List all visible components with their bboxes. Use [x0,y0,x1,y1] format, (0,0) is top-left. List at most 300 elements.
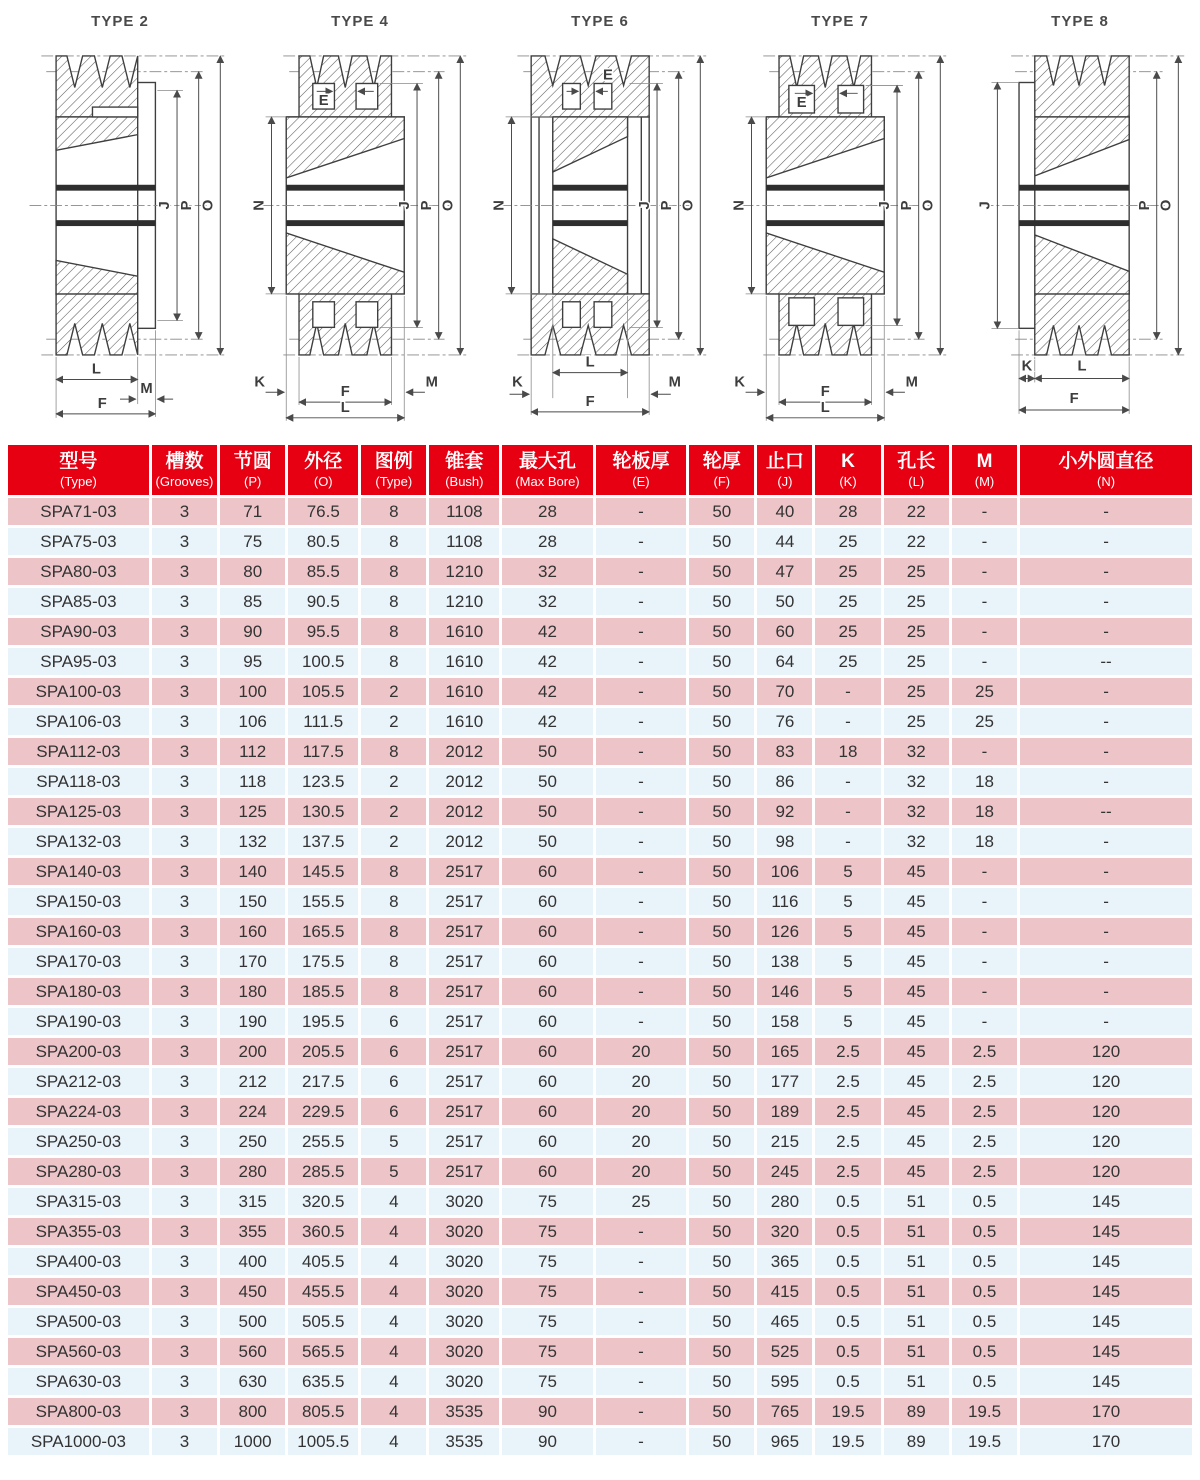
column-header-zh: K [841,451,855,472]
value-cell: 3 [152,1188,217,1215]
value-cell: 89 [884,1428,949,1455]
value-cell: 1005.5 [288,1428,358,1455]
dim-label-l: L [585,354,595,371]
value-cell: 19.5 [815,1428,880,1455]
value-cell: 50 [689,708,754,735]
value-cell: 51 [884,1248,949,1275]
value-cell: 50 [502,798,592,825]
diagram-type-6 [480,0,720,442]
value-cell: - [596,528,686,555]
value-cell: 50 [502,768,592,795]
dim-label-p: P [418,200,435,211]
table-row [8,1158,1192,1185]
dim-label-e: E [796,95,807,112]
model-cell: SPA250-03 [8,1128,149,1155]
value-cell: - [815,678,880,705]
value-cell: 4 [361,1278,426,1305]
value-cell: 20 [596,1038,686,1065]
value-cell: - [952,858,1017,885]
value-cell: 2 [361,768,426,795]
value-cell: 3 [152,1158,217,1185]
diagram-title: TYPE 4 [331,13,389,30]
value-cell: 3 [152,708,217,735]
value-cell: 18 [815,738,880,765]
value-cell: 280 [757,1188,812,1215]
value-cell: 118 [220,768,285,795]
column-header-en: (M) [974,473,995,489]
value-cell: 5 [361,1128,426,1155]
value-cell: 3 [152,978,217,1005]
value-cell: 116 [757,888,812,915]
value-cell: 83 [757,738,812,765]
table-row [8,618,1192,645]
model-cell: SPA85-03 [8,588,149,615]
value-cell: 60 [502,888,592,915]
value-cell: 8 [361,738,426,765]
value-cell: 75 [502,1338,592,1365]
value-cell: 5 [815,1008,880,1035]
dim-label-m: M [140,381,153,398]
column-header [152,445,217,495]
model-cell: SPA90-03 [8,618,149,645]
dim-label-p: P [1136,200,1153,211]
model-cell: SPA75-03 [8,528,149,555]
value-cell: 75 [502,1368,592,1395]
value-cell: 50 [689,528,754,555]
spec-table-head [8,445,1192,495]
diagram-title: TYPE 2 [91,13,149,30]
value-cell: 75 [502,1278,592,1305]
model-cell: SPA106-03 [8,708,149,735]
value-cell: 71 [220,498,285,525]
value-cell: 320.5 [288,1188,358,1215]
value-cell: 3535 [429,1398,499,1425]
value-cell: - [952,618,1017,645]
column-header-en: (E) [632,473,650,489]
value-cell: 3020 [429,1308,499,1335]
pulley-cross-section [30,56,227,355]
value-cell: - [952,918,1017,945]
table-row [8,528,1192,555]
value-cell: 1108 [429,528,499,555]
value-cell: 6 [361,1038,426,1065]
value-cell: 60 [502,1128,592,1155]
value-cell: 8 [361,858,426,885]
value-cell: 224 [220,1098,285,1125]
value-cell: 138 [757,948,812,975]
table-row [8,738,1192,765]
dim-label-o: O [680,199,697,212]
column-header [1020,445,1192,495]
value-cell: 2517 [429,918,499,945]
value-cell: 145 [1020,1218,1192,1245]
value-cell: 2.5 [952,1038,1017,1065]
dim-label-o: O [440,199,457,212]
value-cell: 3 [152,738,217,765]
value-cell: 145 [1020,1248,1192,1275]
value-cell: 805.5 [288,1398,358,1425]
diagram-title: TYPE 6 [571,13,629,30]
value-cell: 8 [361,498,426,525]
column-header-en: (Bush) [445,473,484,489]
value-cell: 42 [502,648,592,675]
table-row [8,588,1192,615]
model-cell: SPA118-03 [8,768,149,795]
value-cell: 45 [884,1128,949,1155]
value-cell: 25 [815,618,880,645]
value-cell: 3 [152,1398,217,1425]
value-cell: 5 [815,948,880,975]
value-cell: 132 [220,828,285,855]
value-cell: 170 [1020,1428,1192,1455]
value-cell: 51 [884,1218,949,1245]
value-cell: 111.5 [288,708,358,735]
value-cell: 0.5 [815,1338,880,1365]
value-cell: 2012 [429,798,499,825]
column-header [815,445,880,495]
value-cell: 2.5 [952,1098,1017,1125]
value-cell: - [1020,738,1192,765]
value-cell: 50 [689,558,754,585]
column-header-zh: 外径 [304,451,343,472]
value-cell: 0.5 [952,1188,1017,1215]
value-cell: 45 [884,888,949,915]
value-cell: - [596,828,686,855]
value-cell: 160 [220,918,285,945]
value-cell: 635.5 [288,1368,358,1395]
value-cell: 92 [757,798,812,825]
value-cell: 145.5 [288,858,358,885]
value-cell: 465 [757,1308,812,1335]
value-cell: 32 [502,558,592,585]
value-cell: 32 [884,738,949,765]
value-cell: - [952,588,1017,615]
value-cell: - [1020,678,1192,705]
column-header [689,445,754,495]
pulley-drawing-type-7-svg [722,34,958,426]
value-cell: 8 [361,948,426,975]
value-cell: 2517 [429,978,499,1005]
diagram-title: TYPE 8 [1051,13,1109,30]
value-cell: 189 [757,1098,812,1125]
value-cell: 25 [884,558,949,585]
value-cell: - [815,798,880,825]
diagram-type-7 [720,0,960,442]
model-cell: SPA800-03 [8,1398,149,1425]
value-cell: 2517 [429,1008,499,1035]
value-cell: 2012 [429,738,499,765]
value-cell: 285.5 [288,1158,358,1185]
value-cell: 2.5 [815,1158,880,1185]
value-cell: - [596,1248,686,1275]
value-cell: 50 [689,1068,754,1095]
value-cell: - [596,1398,686,1425]
value-cell: - [952,498,1017,525]
value-cell: 190 [220,1008,285,1035]
value-cell: 505.5 [288,1308,358,1335]
value-cell: 1610 [429,618,499,645]
value-cell: - [1020,948,1192,975]
value-cell: 0.5 [952,1338,1017,1365]
pulley-drawing-type-4-svg [242,34,478,426]
column-header-zh: 图例 [374,451,413,472]
pulley-cross-section [262,56,467,355]
dim-label-k: K [512,374,523,391]
value-cell: 4 [361,1218,426,1245]
value-cell: 75 [502,1218,592,1245]
model-cell: SPA190-03 [8,1008,149,1035]
value-cell: 1610 [429,678,499,705]
value-cell: - [596,858,686,885]
value-cell: 32 [502,588,592,615]
table-row [8,1308,1192,1335]
dim-label-m: M [905,374,918,391]
value-cell: 50 [757,588,812,615]
value-cell: - [1020,1008,1192,1035]
value-cell: 60 [502,1158,592,1185]
column-header-en: (Max Bore) [515,473,580,489]
value-cell: 315 [220,1188,285,1215]
value-cell: 25 [815,558,880,585]
dim-label-l: L [340,399,350,416]
value-cell: 0.5 [815,1218,880,1245]
value-cell: 180 [220,978,285,1005]
value-cell: 126 [757,918,812,945]
column-header-zh: M [976,451,993,472]
value-cell: -- [1020,648,1192,675]
value-cell: 42 [502,618,592,645]
value-cell: 25 [884,588,949,615]
value-cell: - [952,738,1017,765]
value-cell: - [1020,978,1192,1005]
table-row [8,1218,1192,1245]
value-cell: 120 [1020,1128,1192,1155]
dim-label-o: O [1158,199,1175,212]
model-cell: SPA180-03 [8,978,149,1005]
value-cell: - [596,798,686,825]
column-header-en: (L) [908,473,925,489]
value-cell: 3 [152,1278,217,1305]
table-row [8,1368,1192,1395]
column-header-en: (J) [777,473,793,489]
value-cell: 50 [689,1098,754,1125]
value-cell: 155.5 [288,888,358,915]
value-cell: 3 [152,1338,217,1365]
value-cell: - [1020,558,1192,585]
value-cell: 50 [689,648,754,675]
value-cell: 3 [152,1368,217,1395]
table-row [8,978,1192,1005]
value-cell: 5 [815,888,880,915]
pulley-cross-section [742,56,947,355]
value-cell: 4 [361,1428,426,1455]
value-cell: 3 [152,768,217,795]
column-header-zh: 最大孔 [518,451,576,472]
value-cell: 42 [502,678,592,705]
value-cell: - [596,648,686,675]
column-header [220,445,285,495]
value-cell: - [1020,768,1192,795]
value-cell: 50 [502,738,592,765]
table-row [8,1098,1192,1125]
dim-label-k: K [254,374,266,391]
table-row [8,888,1192,915]
value-cell: 19.5 [952,1398,1017,1425]
value-cell: 45 [884,1098,949,1125]
table-row [8,768,1192,795]
value-cell: 150 [220,888,285,915]
value-cell: 60 [502,978,592,1005]
value-cell: - [596,1338,686,1365]
value-cell: - [596,888,686,915]
dim-label-e: E [602,67,613,84]
value-cell: - [596,1008,686,1035]
value-cell: 50 [689,1278,754,1305]
model-cell: SPA100-03 [8,678,149,705]
value-cell: 1210 [429,588,499,615]
value-cell: - [1020,828,1192,855]
dim-label-p: P [898,200,915,211]
value-cell: - [1020,618,1192,645]
value-cell: 120 [1020,1098,1192,1125]
value-cell: 4 [361,1308,426,1335]
value-cell: 595 [757,1368,812,1395]
value-cell: 2 [361,828,426,855]
value-cell: - [952,528,1017,555]
table-row [8,1008,1192,1035]
value-cell: 3 [152,1068,217,1095]
value-cell: 2517 [429,1158,499,1185]
model-cell: SPA500-03 [8,1308,149,1335]
value-cell: 60 [502,1098,592,1125]
column-header-en: (N) [1097,473,1116,489]
column-header-en: (Type) [375,473,413,489]
value-cell: 8 [361,978,426,1005]
value-cell: 47 [757,558,812,585]
value-cell: 400 [220,1248,285,1275]
value-cell: - [1020,588,1192,615]
value-cell: 2517 [429,888,499,915]
value-cell: 2 [361,678,426,705]
pulley-drawing-type-6-svg [482,34,718,426]
value-cell: 105.5 [288,678,358,705]
table-row [8,858,1192,885]
model-cell: SPA125-03 [8,798,149,825]
model-cell: SPA95-03 [8,648,149,675]
value-cell: 2.5 [952,1158,1017,1185]
value-cell: 5 [815,918,880,945]
value-cell: 20 [596,1128,686,1155]
value-cell: 28 [502,528,592,555]
value-cell: 50 [689,948,754,975]
value-cell: 8 [361,528,426,555]
value-cell: 50 [689,678,754,705]
table-row [8,948,1192,975]
value-cell: 25 [884,708,949,735]
column-header [8,445,149,495]
value-cell: 4 [361,1248,426,1275]
value-cell: 60 [502,1038,592,1065]
value-cell: 42 [502,708,592,735]
value-cell: 50 [689,618,754,645]
diagram-type-2 [0,0,240,442]
value-cell: 158 [757,1008,812,1035]
value-cell: 2517 [429,1038,499,1065]
dim-label-l: L [820,399,830,416]
value-cell: 5 [361,1158,426,1185]
value-cell: 100 [220,678,285,705]
value-cell: 8 [361,588,426,615]
dim-label-f: F [97,395,107,412]
model-cell: SPA315-03 [8,1188,149,1215]
model-cell: SPA630-03 [8,1368,149,1395]
value-cell: 18 [952,828,1017,855]
value-cell: 50 [689,1398,754,1425]
value-cell: 6 [361,1008,426,1035]
value-cell: 89 [884,1398,949,1425]
value-cell: 217.5 [288,1068,358,1095]
value-cell: 60 [502,1008,592,1035]
value-cell: 25 [884,618,949,645]
value-cell: 25 [952,708,1017,735]
model-cell: SPA140-03 [8,858,149,885]
dim-label-n: N [731,200,748,211]
value-cell: 2.5 [952,1128,1017,1155]
value-cell: 20 [596,1098,686,1125]
value-cell: 45 [884,918,949,945]
model-cell: SPA150-03 [8,888,149,915]
value-cell: 75 [502,1188,592,1215]
column-header [429,445,499,495]
pulley-cross-section [500,56,707,355]
value-cell: 117.5 [288,738,358,765]
value-cell: 106 [220,708,285,735]
model-cell: SPA112-03 [8,738,149,765]
value-cell: 45 [884,978,949,1005]
value-cell: 60 [757,618,812,645]
value-cell: 8 [361,888,426,915]
column-header [361,445,426,495]
column-header-zh: 轮板厚 [612,451,670,472]
value-cell: 18 [952,798,1017,825]
value-cell: 0.5 [815,1278,880,1305]
value-cell: 50 [689,768,754,795]
value-cell: 765 [757,1398,812,1425]
value-cell: 500 [220,1308,285,1335]
value-cell: 85 [220,588,285,615]
model-cell: SPA224-03 [8,1098,149,1125]
value-cell: 50 [689,798,754,825]
diagram-type-4 [240,0,480,442]
value-cell: 3 [152,1428,217,1455]
value-cell: 50 [689,1218,754,1245]
value-cell: 3020 [429,1218,499,1245]
value-cell: 405.5 [288,1248,358,1275]
value-cell: 120 [1020,1038,1192,1065]
dim-label-f: F [1069,391,1079,408]
value-cell: - [952,558,1017,585]
column-header [884,445,949,495]
value-cell: 3 [152,678,217,705]
value-cell: 146 [757,978,812,1005]
dim-label-o: O [200,199,217,212]
value-cell: 965 [757,1428,812,1455]
value-cell: 360.5 [288,1218,358,1245]
value-cell: 3 [152,1248,217,1275]
value-cell: 28 [815,498,880,525]
value-cell: 45 [884,1158,949,1185]
value-cell: 32 [884,768,949,795]
